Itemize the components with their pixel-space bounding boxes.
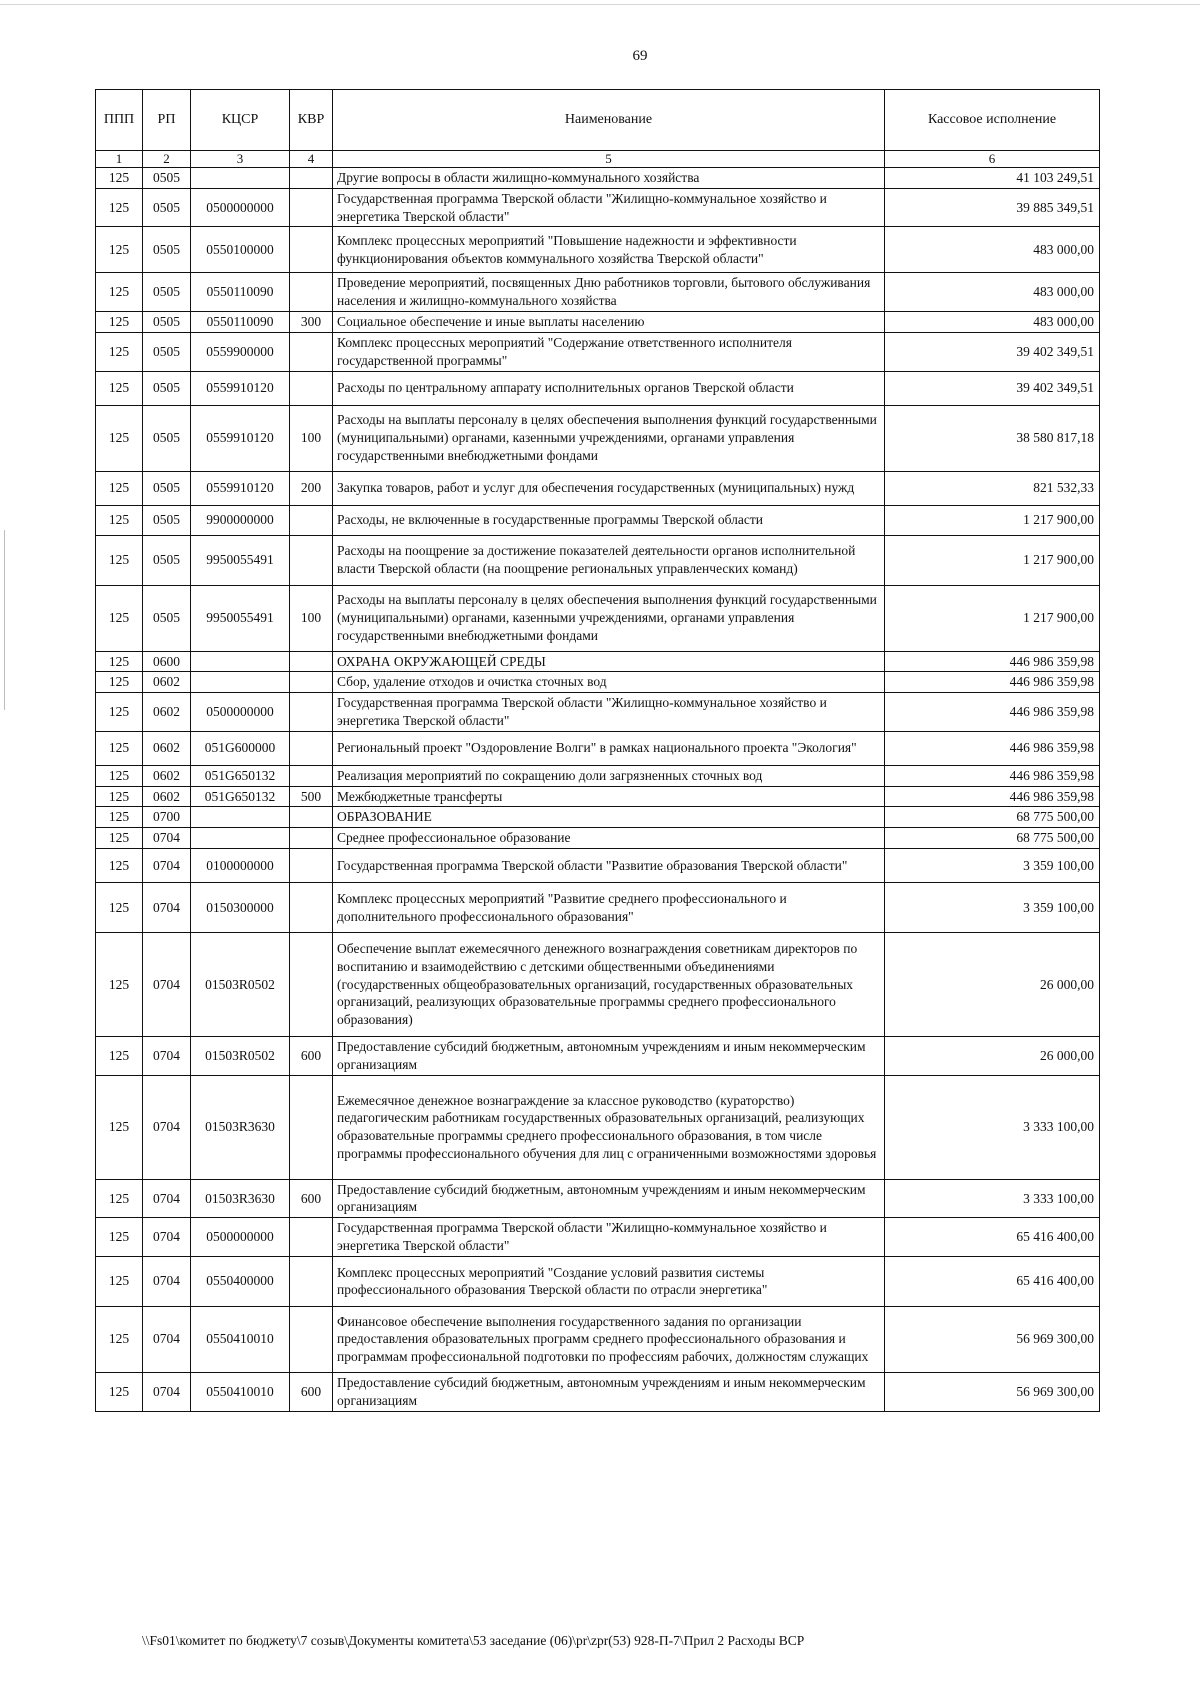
cell-ppp: 125 xyxy=(96,828,143,849)
cell-amount: 56 969 300,00 xyxy=(885,1306,1100,1372)
cell-amount: 39 402 349,51 xyxy=(885,332,1100,371)
cell-kvr xyxy=(290,849,333,883)
table-row xyxy=(96,535,1100,585)
cell-amount: 446 986 359,98 xyxy=(885,651,1100,672)
table-row xyxy=(96,332,1100,371)
cell-amount: 446 986 359,98 xyxy=(885,672,1100,693)
cell-rp: 0704 xyxy=(143,883,191,933)
cell-ppp: 125 xyxy=(96,227,143,273)
cell-amount: 1 217 900,00 xyxy=(885,585,1100,651)
table-row xyxy=(96,807,1100,828)
cell-rp: 0505 xyxy=(143,371,191,405)
cell-kcsr: 0150300000 xyxy=(191,883,290,933)
cell-name: Закупка товаров, работ и услуг для обеспечения государственных (муниципальных) нужд xyxy=(333,471,885,505)
table-row xyxy=(96,1306,1100,1372)
table-row xyxy=(96,731,1100,765)
cell-name: ОХРАНА ОКРУЖАЮЩЕЙ СРЕДЫ xyxy=(333,651,885,672)
table-row xyxy=(96,405,1100,471)
cell-amount: 41 103 249,51 xyxy=(885,168,1100,189)
cell-ppp: 125 xyxy=(96,786,143,807)
cell-ppp: 125 xyxy=(96,332,143,371)
column-number: 1 xyxy=(96,151,143,168)
column-number: 2 xyxy=(143,151,191,168)
cell-rp: 0505 xyxy=(143,585,191,651)
cell-ppp: 125 xyxy=(96,765,143,786)
cell-kcsr: 0550110090 xyxy=(191,312,290,333)
cell-ppp: 125 xyxy=(96,1372,143,1411)
cell-amount: 483 000,00 xyxy=(885,273,1100,312)
cell-kcsr: 0559900000 xyxy=(191,332,290,371)
cell-kvr: 100 xyxy=(290,405,333,471)
cell-kvr xyxy=(290,371,333,405)
cell-rp: 0505 xyxy=(143,168,191,189)
table-row xyxy=(96,1256,1100,1306)
cell-kvr xyxy=(290,731,333,765)
cell-kcsr: 9950055491 xyxy=(191,535,290,585)
cell-name: Расходы на выплаты персоналу в целях обеспечения выполнения функций государственными (муниципальными) органами, казенными учреждениями, органами управления государственными внебюджетными фондами xyxy=(333,405,885,471)
cell-kcsr: 0559910120 xyxy=(191,371,290,405)
cell-kvr xyxy=(290,651,333,672)
cell-kcsr: 051G650132 xyxy=(191,786,290,807)
cell-kcsr: 01503R3630 xyxy=(191,1075,290,1179)
table-row xyxy=(96,471,1100,505)
column-number: 6 xyxy=(885,151,1100,168)
table-row xyxy=(96,672,1100,693)
cell-amount: 3 333 100,00 xyxy=(885,1075,1100,1179)
cell-rp: 0602 xyxy=(143,731,191,765)
cell-kcsr: 051G650132 xyxy=(191,765,290,786)
cell-kvr xyxy=(290,188,333,227)
cell-kcsr: 0559910120 xyxy=(191,471,290,505)
cell-rp: 0602 xyxy=(143,672,191,693)
cell-amount: 446 986 359,98 xyxy=(885,693,1100,732)
cell-kcsr xyxy=(191,672,290,693)
cell-name: Проведение мероприятий, посвященных Дню работников торговли, бытового обслуживания населения и жилищно-коммунального хозяйства xyxy=(333,273,885,312)
cell-ppp: 125 xyxy=(96,1256,143,1306)
cell-amount: 446 986 359,98 xyxy=(885,786,1100,807)
column-number: 5 xyxy=(333,151,885,168)
cell-ppp: 125 xyxy=(96,731,143,765)
cell-kcsr: 9900000000 xyxy=(191,505,290,535)
cell-ppp: 125 xyxy=(96,535,143,585)
table-row xyxy=(96,1075,1100,1179)
cell-amount: 1 217 900,00 xyxy=(885,505,1100,535)
table-row xyxy=(96,786,1100,807)
cell-kcsr: 9950055491 xyxy=(191,585,290,651)
cell-name: Предоставление субсидий бюджетным, автономным учреждениям и иным некоммерческим организациям xyxy=(333,1372,885,1411)
cell-ppp: 125 xyxy=(96,883,143,933)
cell-kcsr: 0500000000 xyxy=(191,188,290,227)
cell-name: Расходы на выплаты персоналу в целях обеспечения выполнения функций государственными (муниципальными) органами, казенными учреждениями, органами управления государственными внебюджетными фондами xyxy=(333,585,885,651)
cell-ppp: 125 xyxy=(96,1037,143,1076)
cell-amount: 65 416 400,00 xyxy=(885,1218,1100,1257)
table-header-row xyxy=(96,90,1100,151)
table-body xyxy=(96,90,1100,1412)
header-kvr: КВР xyxy=(290,90,333,151)
cell-rp: 0700 xyxy=(143,807,191,828)
cell-rp: 0704 xyxy=(143,1372,191,1411)
cell-kvr: 200 xyxy=(290,471,333,505)
cell-amount: 446 986 359,98 xyxy=(885,731,1100,765)
cell-name: Государственная программа Тверской области "Жилищно-коммунальное хозяйство и энергетика Тверской области" xyxy=(333,188,885,227)
cell-kcsr: 0550110090 xyxy=(191,273,290,312)
cell-kvr xyxy=(290,227,333,273)
cell-amount: 26 000,00 xyxy=(885,933,1100,1037)
cell-name: Комплекс процессных мероприятий "Содержание ответственного исполнителя государственной программы" xyxy=(333,332,885,371)
cell-kcsr: 0100000000 xyxy=(191,849,290,883)
cell-ppp: 125 xyxy=(96,672,143,693)
header-name: Наименование xyxy=(333,90,885,151)
cell-rp: 0602 xyxy=(143,786,191,807)
cell-rp: 0704 xyxy=(143,849,191,883)
cell-amount: 821 532,33 xyxy=(885,471,1100,505)
cell-rp: 0602 xyxy=(143,693,191,732)
table-row xyxy=(96,371,1100,405)
cell-kvr xyxy=(290,535,333,585)
cell-amount: 38 580 817,18 xyxy=(885,405,1100,471)
cell-ppp: 125 xyxy=(96,807,143,828)
cell-name: Реализация мероприятий по сокращению доли загрязненных сточных вод xyxy=(333,765,885,786)
cell-amount: 68 775 500,00 xyxy=(885,828,1100,849)
cell-amount: 483 000,00 xyxy=(885,312,1100,333)
cell-rp: 0505 xyxy=(143,227,191,273)
cell-rp: 0505 xyxy=(143,332,191,371)
cell-kvr xyxy=(290,1218,333,1257)
cell-ppp: 125 xyxy=(96,1075,143,1179)
cell-ppp: 125 xyxy=(96,1179,143,1218)
cell-rp: 0505 xyxy=(143,312,191,333)
cell-ppp: 125 xyxy=(96,933,143,1037)
cell-kvr xyxy=(290,1256,333,1306)
table-row xyxy=(96,828,1100,849)
table-row xyxy=(96,505,1100,535)
cell-amount: 39 885 349,51 xyxy=(885,188,1100,227)
file-path-footer: \\Fs01\комитет по бюджету\7 созыв\Документы комитета\53 заседание (06)\pr\zpr(53) 928-П-7\Прил 2 Расходы ВСР xyxy=(142,1633,805,1648)
cell-rp: 0704 xyxy=(143,1256,191,1306)
cell-kvr xyxy=(290,168,333,189)
cell-rp: 0505 xyxy=(143,471,191,505)
cell-kvr xyxy=(290,933,333,1037)
cell-ppp: 125 xyxy=(96,693,143,732)
table-row xyxy=(96,1179,1100,1218)
cell-name: Государственная программа Тверской области "Развитие образования Тверской области" xyxy=(333,849,885,883)
page-number: 69 xyxy=(632,48,648,64)
table-row xyxy=(96,273,1100,312)
table-row xyxy=(96,849,1100,883)
cell-ppp: 125 xyxy=(96,168,143,189)
cell-name: Другие вопросы в области жилищно-коммунального хозяйства xyxy=(333,168,885,189)
cell-name: Региональный проект "Оздоровление Волги" в рамках национального проекта "Экология" xyxy=(333,731,885,765)
cell-rp: 0505 xyxy=(143,188,191,227)
cell-rp: 0704 xyxy=(143,1075,191,1179)
cell-name: Предоставление субсидий бюджетным, автономным учреждениям и иным некоммерческим организациям xyxy=(333,1179,885,1218)
cell-kvr: 600 xyxy=(290,1037,333,1076)
cell-kvr xyxy=(290,807,333,828)
cell-kvr xyxy=(290,765,333,786)
column-number: 3 xyxy=(191,151,290,168)
cell-kvr xyxy=(290,693,333,732)
table-row xyxy=(96,765,1100,786)
cell-kcsr: 051G600000 xyxy=(191,731,290,765)
cell-kvr: 600 xyxy=(290,1372,333,1411)
cell-kcsr: 01503R0502 xyxy=(191,1037,290,1076)
cell-kcsr: 0500000000 xyxy=(191,1218,290,1257)
cell-name: Среднее профессиональное образование xyxy=(333,828,885,849)
left-scan-edge xyxy=(4,530,5,710)
cell-rp: 0505 xyxy=(143,273,191,312)
cell-name: Расходы на поощрение за достижение показателей деятельности органов исполнительной власти Тверской области (на поощрение региональных управленческих команд) xyxy=(333,535,885,585)
cell-rp: 0704 xyxy=(143,828,191,849)
table-row xyxy=(96,585,1100,651)
cell-ppp: 125 xyxy=(96,312,143,333)
cell-kvr: 300 xyxy=(290,312,333,333)
column-number: 4 xyxy=(290,151,333,168)
header-rp: РП xyxy=(143,90,191,151)
cell-ppp: 125 xyxy=(96,188,143,227)
cell-name: Комплекс процессных мероприятий "Развитие среднего профессионального и дополнительного профессионального образования" xyxy=(333,883,885,933)
cell-rp: 0600 xyxy=(143,651,191,672)
cell-amount: 1 217 900,00 xyxy=(885,535,1100,585)
cell-name: Ежемесячное денежное вознаграждение за классное руководство (кураторство) педагогическим работникам государственных образовательных организаций, реализующих образовательные программы среднего профессионального образования, в том числе программы профессионального обучения для лиц с ограниченными возможностями здоровья xyxy=(333,1075,885,1179)
cell-ppp: 125 xyxy=(96,1218,143,1257)
cell-rp: 0505 xyxy=(143,405,191,471)
cell-kcsr: 0500000000 xyxy=(191,693,290,732)
table-row xyxy=(96,693,1100,732)
cell-kvr: 100 xyxy=(290,585,333,651)
cell-ppp: 125 xyxy=(96,1306,143,1372)
cell-amount: 483 000,00 xyxy=(885,227,1100,273)
cell-kcsr xyxy=(191,828,290,849)
cell-ppp: 125 xyxy=(96,849,143,883)
table-row xyxy=(96,1218,1100,1257)
cell-kcsr: 01503R0502 xyxy=(191,933,290,1037)
cell-ppp: 125 xyxy=(96,505,143,535)
cell-ppp: 125 xyxy=(96,405,143,471)
cell-name: Социальное обеспечение и иные выплаты населению xyxy=(333,312,885,333)
cell-name: Обеспечение выплат ежемесячного денежного вознаграждения советникам директоров по воспитанию и взаимодействию с детскими общественными объединениями (государственных общеобразовательных организаций, государственных образовательных организаций, реализующих образовательные программы среднего профессионального образования) xyxy=(333,933,885,1037)
cell-amount: 3 359 100,00 xyxy=(885,849,1100,883)
cell-kcsr: 01503R3630 xyxy=(191,1179,290,1218)
table-row xyxy=(96,883,1100,933)
table-row xyxy=(96,312,1100,333)
cell-ppp: 125 xyxy=(96,471,143,505)
cell-kcsr: 0550400000 xyxy=(191,1256,290,1306)
cell-kcsr: 0550410010 xyxy=(191,1306,290,1372)
table-row xyxy=(96,188,1100,227)
cell-name: Комплекс процессных мероприятий "Повышение надежности и эффективности функционирования объектов коммунального хозяйства Тверской области" xyxy=(333,227,885,273)
cell-rp: 0505 xyxy=(143,535,191,585)
cell-kcsr xyxy=(191,168,290,189)
cell-kvr: 600 xyxy=(290,1179,333,1218)
table-row xyxy=(96,227,1100,273)
header-ppp: ППП xyxy=(96,90,143,151)
cell-kvr xyxy=(290,332,333,371)
cell-ppp: 125 xyxy=(96,585,143,651)
cell-kvr xyxy=(290,672,333,693)
table-row xyxy=(96,933,1100,1037)
top-scan-edge xyxy=(0,4,1200,5)
cell-kvr xyxy=(290,505,333,535)
cell-kvr xyxy=(290,1075,333,1179)
cell-kvr xyxy=(290,273,333,312)
table-row xyxy=(96,168,1100,189)
column-number-row xyxy=(96,151,1100,168)
cell-name: Расходы, не включенные в государственные программы Тверской области xyxy=(333,505,885,535)
cell-rp: 0704 xyxy=(143,1218,191,1257)
cell-name: Предоставление субсидий бюджетным, автономным учреждениям и иным некоммерческим организациям xyxy=(333,1037,885,1076)
cell-rp: 0704 xyxy=(143,933,191,1037)
cell-amount: 3 333 100,00 xyxy=(885,1179,1100,1218)
table-row xyxy=(96,1037,1100,1076)
cell-kvr xyxy=(290,828,333,849)
cell-kcsr xyxy=(191,807,290,828)
cell-kvr xyxy=(290,883,333,933)
cell-kcsr xyxy=(191,651,290,672)
cell-name: Государственная программа Тверской области "Жилищно-коммунальное хозяйство и энергетика Тверской области" xyxy=(333,693,885,732)
cell-rp: 0704 xyxy=(143,1179,191,1218)
cell-ppp: 125 xyxy=(96,371,143,405)
cell-rp: 0505 xyxy=(143,505,191,535)
cell-name: Финансовое обеспечение выполнения государственного задания по организации предоставления образовательных программ среднего профессионального образования и программам профессиональной подготовки по профессиям рабочих, должностям служащих xyxy=(333,1306,885,1372)
cell-name: Сбор, удаление отходов и очистка сточных вод xyxy=(333,672,885,693)
cell-amount: 68 775 500,00 xyxy=(885,807,1100,828)
cell-ppp: 125 xyxy=(96,273,143,312)
cell-name: Комплекс процессных мероприятий "Создание условий развития системы профессионального образования Тверской области по отрасли энергетика" xyxy=(333,1256,885,1306)
cell-kvr: 500 xyxy=(290,786,333,807)
table-row xyxy=(96,1372,1100,1411)
cell-name: Государственная программа Тверской области "Жилищно-коммунальное хозяйство и энергетика Тверской области" xyxy=(333,1218,885,1257)
cell-name: ОБРАЗОВАНИЕ xyxy=(333,807,885,828)
cell-ppp: 125 xyxy=(96,651,143,672)
expenditure-table xyxy=(95,89,1100,1412)
cell-amount: 39 402 349,51 xyxy=(885,371,1100,405)
header-amount: Кассовое исполнение xyxy=(885,90,1100,151)
cell-amount: 56 969 300,00 xyxy=(885,1372,1100,1411)
table-row xyxy=(96,651,1100,672)
cell-rp: 0602 xyxy=(143,765,191,786)
cell-kcsr: 0550410010 xyxy=(191,1372,290,1411)
cell-name: Межбюджетные трансферты xyxy=(333,786,885,807)
cell-rp: 0704 xyxy=(143,1037,191,1076)
header-kcsr: КЦСР xyxy=(191,90,290,151)
cell-amount: 65 416 400,00 xyxy=(885,1256,1100,1306)
cell-amount: 446 986 359,98 xyxy=(885,765,1100,786)
cell-amount: 26 000,00 xyxy=(885,1037,1100,1076)
cell-amount: 3 359 100,00 xyxy=(885,883,1100,933)
cell-kcsr: 0559910120 xyxy=(191,405,290,471)
cell-name: Расходы по центральному аппарату исполнительных органов Тверской области xyxy=(333,371,885,405)
cell-kcsr: 0550100000 xyxy=(191,227,290,273)
cell-rp: 0704 xyxy=(143,1306,191,1372)
cell-kvr xyxy=(290,1306,333,1372)
